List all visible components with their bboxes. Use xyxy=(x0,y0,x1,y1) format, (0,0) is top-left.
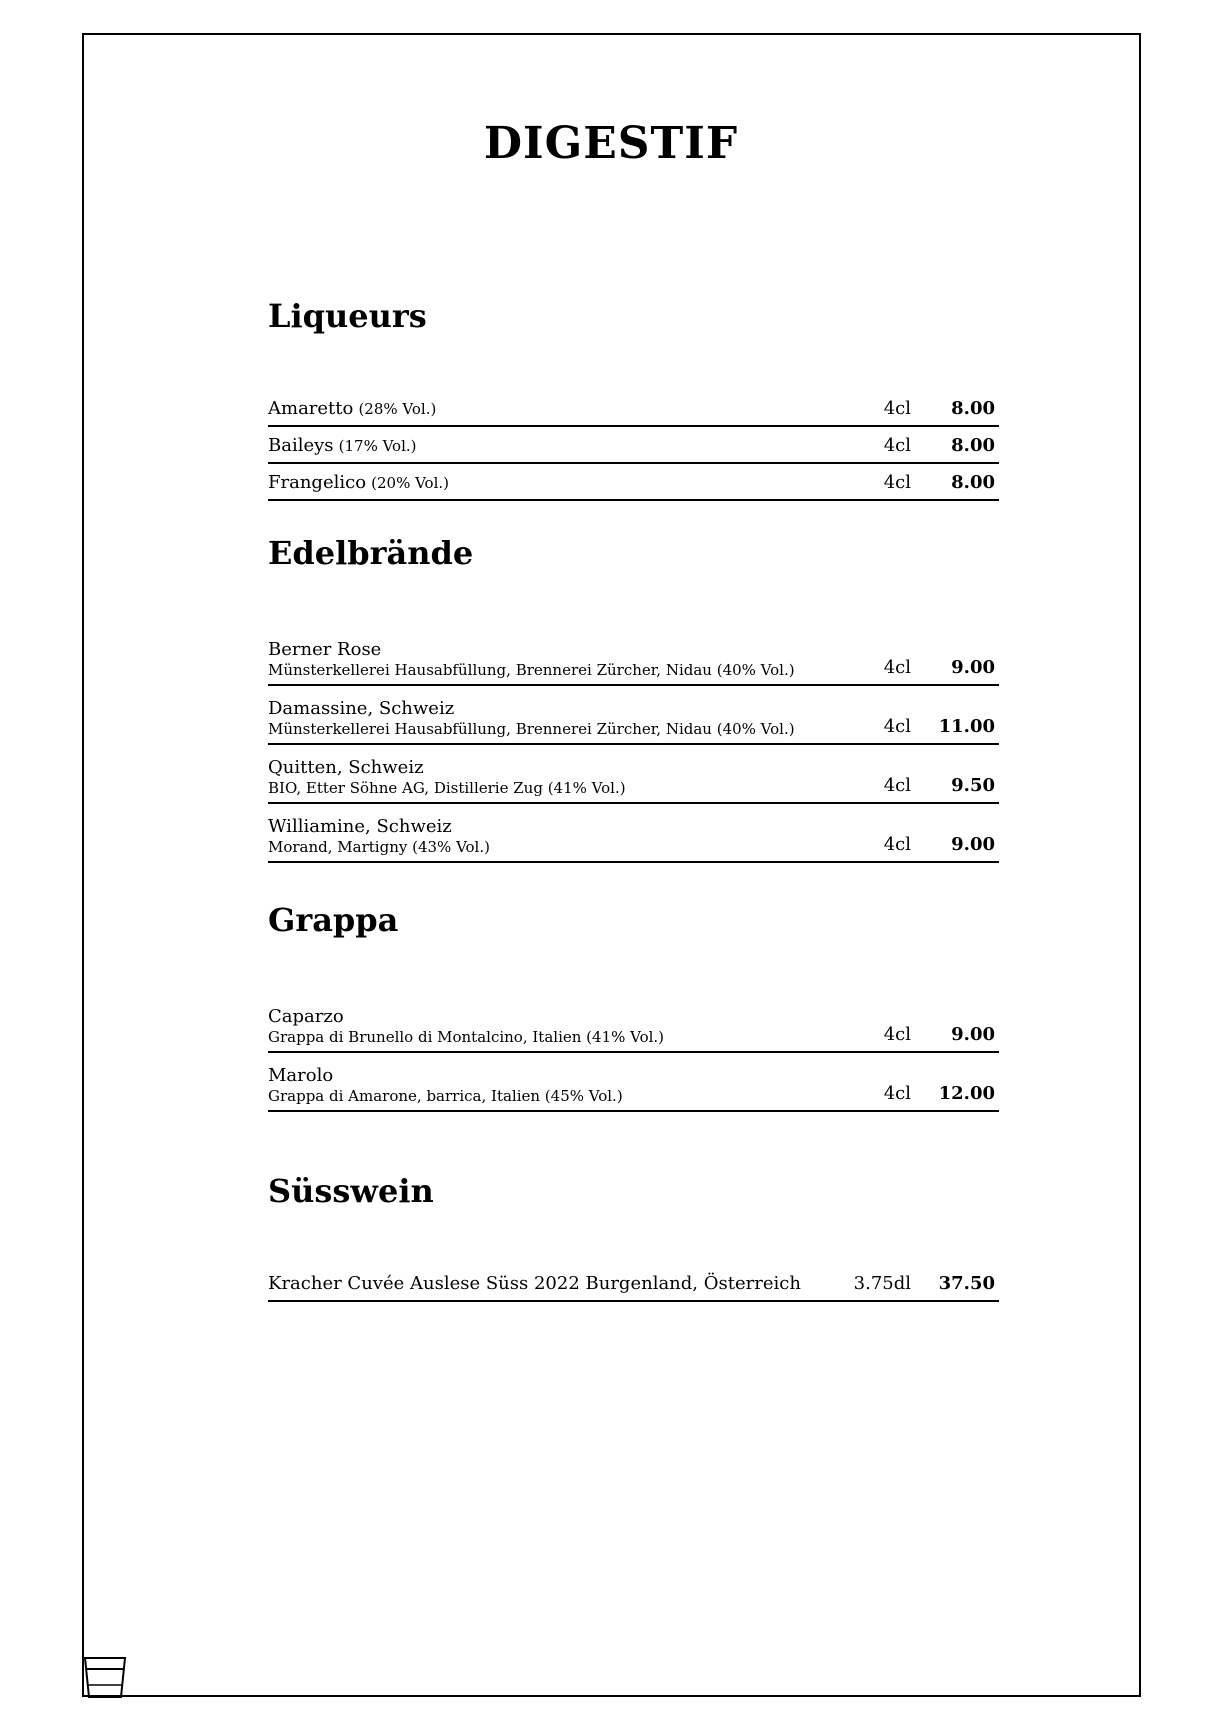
menu-item xyxy=(268,686,999,745)
item-price: 12.00 xyxy=(938,1083,995,1104)
page-frame xyxy=(82,33,1141,1697)
item-description: Morand, Martigny (43% Vol.) xyxy=(268,838,490,856)
item-name: Williamine, Schweiz xyxy=(268,816,452,837)
menu-item xyxy=(268,627,999,686)
menu-item xyxy=(268,804,999,863)
item-size: 4cl xyxy=(883,1024,911,1045)
menu-item xyxy=(268,390,999,427)
item-size: 4cl xyxy=(883,716,911,737)
item-description: BIO, Etter Söhne AG, Distillerie Zug (41% Vol.) xyxy=(268,779,626,797)
item-description: Grappa di Brunello di Montalcino, Italien (41% Vol.) xyxy=(268,1028,665,1046)
menu-item xyxy=(268,745,999,804)
item-name: Marolo xyxy=(268,1065,334,1086)
item-price: 9.00 xyxy=(951,834,995,855)
section-edelbraende xyxy=(268,534,999,863)
item-size: 4cl xyxy=(883,657,911,678)
item-name: Damassine, Schweiz xyxy=(268,698,455,719)
item-price: 9.00 xyxy=(951,1024,995,1045)
page-title: DIGESTIF xyxy=(483,118,739,169)
item-size: 4cl xyxy=(883,472,911,493)
item-name: Berner Rose xyxy=(268,639,382,660)
item-description: Grappa di Amarone, barrica, Italien (45% Vol.) xyxy=(268,1087,623,1105)
item-price: 8.00 xyxy=(951,472,995,493)
section-heading: Süsswein xyxy=(268,1172,434,1210)
section-heading: Edelbrände xyxy=(268,534,474,572)
item-name: Baileys xyxy=(268,435,334,456)
section-liqueurs xyxy=(268,297,999,501)
item-size: 4cl xyxy=(883,435,911,456)
item-size: 4cl xyxy=(883,775,911,796)
item-description: Münsterkellerei Hausabfüllung, Brennerei Zürcher, Nidau (40% Vol.) xyxy=(268,661,795,679)
item-name: Frangelico xyxy=(268,472,367,493)
menu-item xyxy=(268,994,999,1053)
menu-item xyxy=(268,1053,999,1112)
item-price: 11.00 xyxy=(938,716,995,737)
glass-icon xyxy=(83,1655,127,1699)
section-grappa xyxy=(268,901,999,1112)
section-suesswein xyxy=(268,1172,999,1302)
item-price: 8.00 xyxy=(951,398,995,419)
item-abv: (17% Vol.) xyxy=(338,437,417,455)
item-price: 9.50 xyxy=(951,775,995,796)
item-size: 4cl xyxy=(883,398,911,419)
item-price: 8.00 xyxy=(951,435,995,456)
item-name: Amaretto xyxy=(268,398,354,419)
item-abv: (20% Vol.) xyxy=(371,474,449,492)
item-name: Caparzo xyxy=(268,1006,344,1027)
item-price: 37.50 xyxy=(938,1273,995,1294)
item-price: 9.00 xyxy=(951,657,995,678)
item-size: 4cl xyxy=(883,1083,911,1104)
section-heading: Liqueurs xyxy=(268,297,427,335)
menu-item xyxy=(268,1265,999,1302)
item-name: Kracher Cuvée Auslese Süss 2022 Burgenland, Österreich xyxy=(268,1273,801,1294)
item-abv: (28% Vol.) xyxy=(358,400,437,418)
item-size: 4cl xyxy=(883,834,911,855)
menu-item xyxy=(268,427,999,464)
item-description: Münsterkellerei Hausabfüllung, Brennerei Zürcher, Nidau (40% Vol.) xyxy=(268,720,795,738)
section-heading: Grappa xyxy=(268,901,399,939)
item-size: 3.75dl xyxy=(853,1273,911,1294)
menu-item xyxy=(268,464,999,501)
item-name: Quitten, Schweiz xyxy=(268,757,424,778)
